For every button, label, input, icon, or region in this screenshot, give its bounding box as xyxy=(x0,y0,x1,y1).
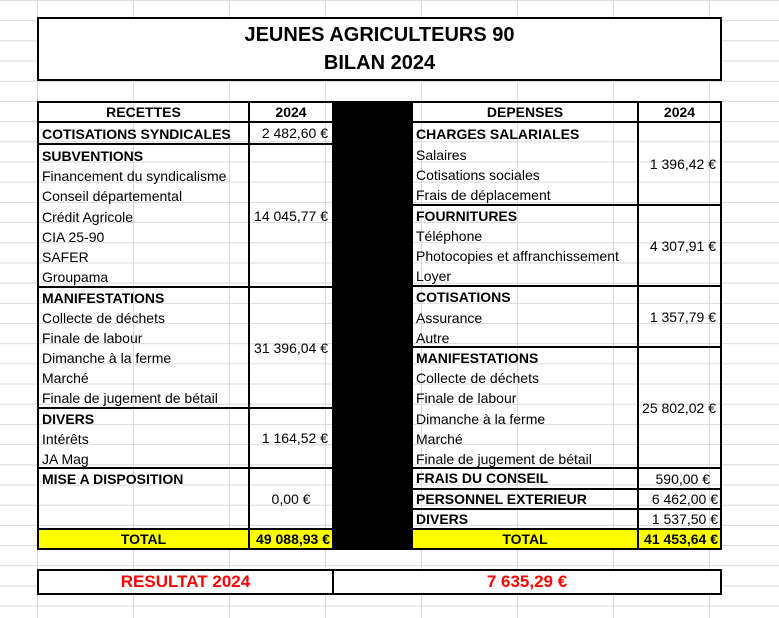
recettes-divers-cell xyxy=(37,407,250,469)
recettes-mise-amount: 0,00 € xyxy=(248,467,334,530)
recettes-total-amount: 49 088,93 € xyxy=(248,528,334,550)
list-item: Dimanche à la ferme xyxy=(42,350,172,366)
depenses-fournitures-label: FOURNITURES xyxy=(416,208,518,224)
depenses-total-label: TOTAL xyxy=(411,528,639,550)
depenses-frais-conseil-cell xyxy=(411,467,639,490)
recettes-manifestations-cell xyxy=(37,286,250,409)
list-item: JA Mag xyxy=(42,451,89,467)
recettes-cotisations-label: COTISATIONS SYNDICALES xyxy=(42,126,231,142)
recettes-mise-label: MISE A DISPOSITION xyxy=(42,471,184,487)
recettes-manifestations-label: MANIFESTATIONS xyxy=(42,290,165,306)
list-item: Finale de jugement de bétail xyxy=(416,451,592,467)
recettes-manifestations-amount: 31 396,04 € xyxy=(248,286,334,409)
depenses-total-amount: 41 453,64 € xyxy=(637,528,722,550)
depenses-divers-cell xyxy=(411,508,639,530)
list-item: Salaires xyxy=(416,147,467,163)
list-item: Marché xyxy=(42,370,89,386)
depenses-charges-label: CHARGES SALARIALES xyxy=(416,126,580,142)
list-item: Dimanche à la ferme xyxy=(416,411,546,427)
recettes-cotisations-amount: 2 482,60 € xyxy=(248,121,334,145)
list-item: Intérêts xyxy=(42,431,89,447)
list-item: Collecte de déchets xyxy=(416,370,539,386)
black-divider-column xyxy=(333,101,412,550)
list-item: Marché xyxy=(416,431,463,447)
depenses-header: DEPENSES xyxy=(411,101,639,123)
list-item: Autre xyxy=(416,330,450,346)
depenses-divers-amount: 1 537,50 € xyxy=(637,508,722,530)
list-item: Crédit Agricole xyxy=(42,209,134,225)
depenses-charges-amount: 1 396,42 € xyxy=(637,121,722,206)
recettes-mise-cell xyxy=(37,467,250,530)
list-item: Conseil départemental xyxy=(42,188,183,204)
depenses-personnel-amount: 6 462,00 € xyxy=(637,488,722,510)
recettes-subventions-cell xyxy=(37,143,250,288)
depenses-manifestations-cell xyxy=(411,346,639,469)
depenses-personnel-cell xyxy=(411,488,639,510)
list-item: Assurance xyxy=(416,310,483,326)
list-item: Collecte de déchets xyxy=(42,310,165,326)
list-item: Groupama xyxy=(42,269,109,285)
depenses-fournitures-amount: 4 307,91 € xyxy=(637,204,722,287)
depenses-cotisations-label: COTISATIONS xyxy=(416,289,511,305)
depenses-cotisations-cell xyxy=(411,285,639,348)
depenses-charges-cell xyxy=(411,121,639,206)
depenses-manifestations-amount: 25 802,02 € xyxy=(637,346,722,469)
list-item: Finale de jugement de bétail xyxy=(42,390,218,406)
resultat-label: RESULTAT 2024 xyxy=(37,569,334,595)
resultat-amount: 7 635,29 € xyxy=(332,569,722,595)
recettes-header: RECETTES xyxy=(37,101,250,123)
recettes-divers-label: DIVERS xyxy=(42,411,95,427)
depenses-frais-conseil-amount: 590,00 € xyxy=(637,467,722,490)
list-item: SAFER xyxy=(42,249,89,265)
list-item: Téléphone xyxy=(416,228,483,244)
list-item: CIA 25-90 xyxy=(42,229,105,245)
list-item: Cotisations sociales xyxy=(416,167,540,183)
recettes-year-header: 2024 xyxy=(248,101,334,123)
recettes-cotisations-cell xyxy=(37,121,250,145)
title-line-2: BILAN 2024 xyxy=(323,52,436,74)
depenses-divers-label: DIVERS xyxy=(416,511,469,527)
list-item: Frais de déplacement xyxy=(416,187,551,203)
depenses-frais-conseil-label: FRAIS DU CONSEIL xyxy=(416,470,549,486)
depenses-personnel-label: PERSONNEL EXTERIEUR xyxy=(416,491,587,507)
depenses-manifestations-label: MANIFESTATIONS xyxy=(416,350,539,366)
list-item: Financement du syndicalisme xyxy=(42,168,227,184)
title-box xyxy=(37,17,722,81)
recettes-subventions-amount: 14 045,77 € xyxy=(248,143,334,288)
recettes-subventions-label: SUBVENTIONS xyxy=(42,148,144,164)
depenses-fournitures-cell xyxy=(411,204,639,287)
list-item: Loyer xyxy=(416,268,452,284)
recettes-divers-amount: 1 164,52 € xyxy=(248,407,334,469)
depenses-cotisations-amount: 1 357,79 € xyxy=(637,285,722,348)
list-item: Finale de labour xyxy=(42,330,143,346)
depenses-year-header: 2024 xyxy=(637,101,722,123)
list-item: Photocopies et affranchissement xyxy=(416,248,619,264)
recettes-total-label: TOTAL xyxy=(37,528,250,550)
title-line-1: JEUNES AGRICULTEURS 90 xyxy=(244,24,515,46)
list-item: Finale de labour xyxy=(416,390,517,406)
